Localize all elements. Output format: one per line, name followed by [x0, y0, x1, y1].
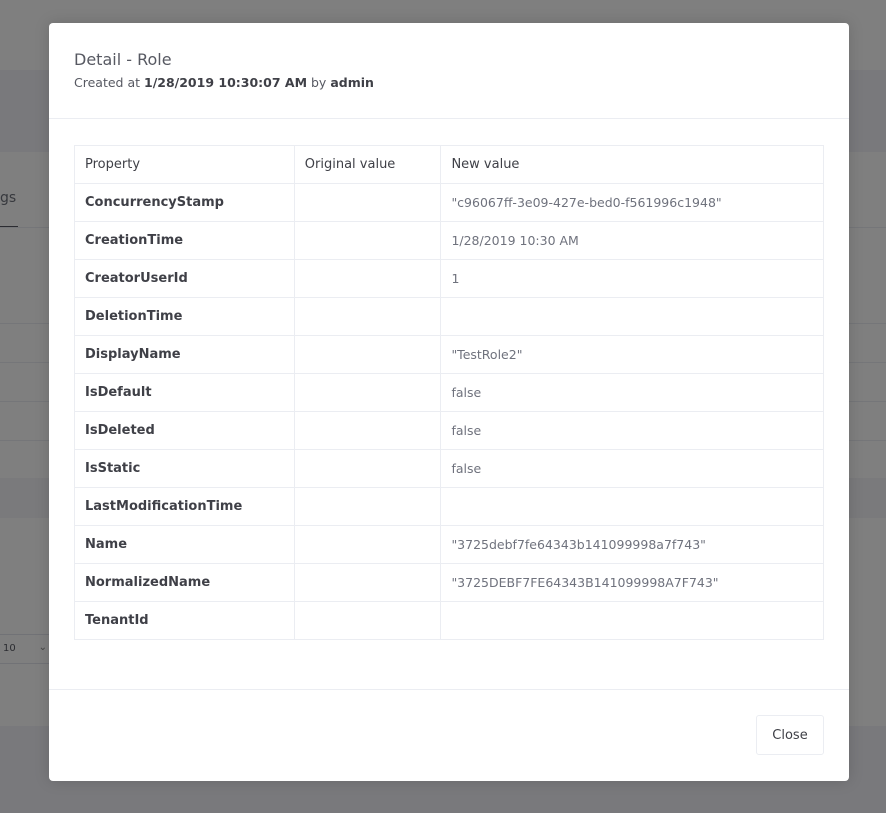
- new-value-cell: "TestRole2": [441, 336, 824, 374]
- original-value-cell: [294, 526, 441, 564]
- property-cell: CreationTime: [75, 222, 295, 260]
- original-value-cell: [294, 412, 441, 450]
- created-at-value: 1/28/2019 10:30:07 AM: [144, 75, 308, 90]
- new-value-cell: [441, 298, 824, 336]
- table-row: [75, 260, 824, 298]
- property-cell: IsDeleted: [75, 412, 295, 450]
- property-cell: ConcurrencyStamp: [75, 184, 295, 222]
- table-row: [75, 184, 824, 222]
- table-row: [75, 336, 824, 374]
- property-cell: LastModificationTime: [75, 488, 295, 526]
- table-row: [75, 298, 824, 336]
- new-value-cell: "3725debf7fe64343b141099998a7f743": [441, 526, 824, 564]
- original-value-cell: [294, 374, 441, 412]
- table-row: [75, 374, 824, 412]
- modal-footer: [49, 690, 849, 780]
- table-row: [75, 450, 824, 488]
- original-value-cell: [294, 488, 441, 526]
- property-cell: IsStatic: [75, 450, 295, 488]
- new-value-cell: 1/28/2019 10:30 AM: [441, 222, 824, 260]
- property-cell: Name: [75, 526, 295, 564]
- table-row: [75, 222, 824, 260]
- new-value-cell: "c96067ff-3e09-427e-bed0-f561996c1948": [441, 184, 824, 222]
- column-header-new-value: New value: [441, 146, 824, 184]
- column-header-original-value: Original value: [294, 146, 441, 184]
- new-value-cell: "3725DEBF7FE64343B141099998A7F743": [441, 564, 824, 602]
- modal-body: [49, 119, 849, 690]
- property-cell: DeletionTime: [75, 298, 295, 336]
- table-row: [75, 412, 824, 450]
- property-cell: TenantId: [75, 602, 295, 640]
- detail-modal: [49, 23, 849, 781]
- original-value-cell: [294, 450, 441, 488]
- property-changes-table: [74, 145, 824, 640]
- property-cell: CreatorUserId: [75, 260, 295, 298]
- new-value-cell: false: [441, 374, 824, 412]
- table-row: [75, 602, 824, 640]
- table-row: [75, 526, 824, 564]
- property-cell: IsDefault: [75, 374, 295, 412]
- original-value-cell: [294, 602, 441, 640]
- new-value-cell: 1: [441, 260, 824, 298]
- new-value-cell: false: [441, 412, 824, 450]
- property-cell: NormalizedName: [75, 564, 295, 602]
- original-value-cell: [294, 336, 441, 374]
- modal-header: [49, 23, 849, 119]
- created-by-user: admin: [330, 75, 374, 90]
- modal-title: Detail - Role: [74, 50, 172, 69]
- original-value-cell: [294, 564, 441, 602]
- table-header-row: [75, 146, 824, 184]
- new-value-cell: [441, 602, 824, 640]
- new-value-cell: [441, 488, 824, 526]
- subtitle-by: by: [311, 75, 327, 90]
- column-header-property: Property: [75, 146, 295, 184]
- original-value-cell: [294, 184, 441, 222]
- original-value-cell: [294, 260, 441, 298]
- property-cell: DisplayName: [75, 336, 295, 374]
- table-row: [75, 488, 824, 526]
- subtitle-prefix: Created at: [74, 75, 141, 90]
- table-row: [75, 564, 824, 602]
- modal-subtitle: [74, 75, 824, 91]
- original-value-cell: [294, 298, 441, 336]
- original-value-cell: [294, 222, 441, 260]
- new-value-cell: false: [441, 450, 824, 488]
- close-button[interactable]: Close: [756, 715, 824, 755]
